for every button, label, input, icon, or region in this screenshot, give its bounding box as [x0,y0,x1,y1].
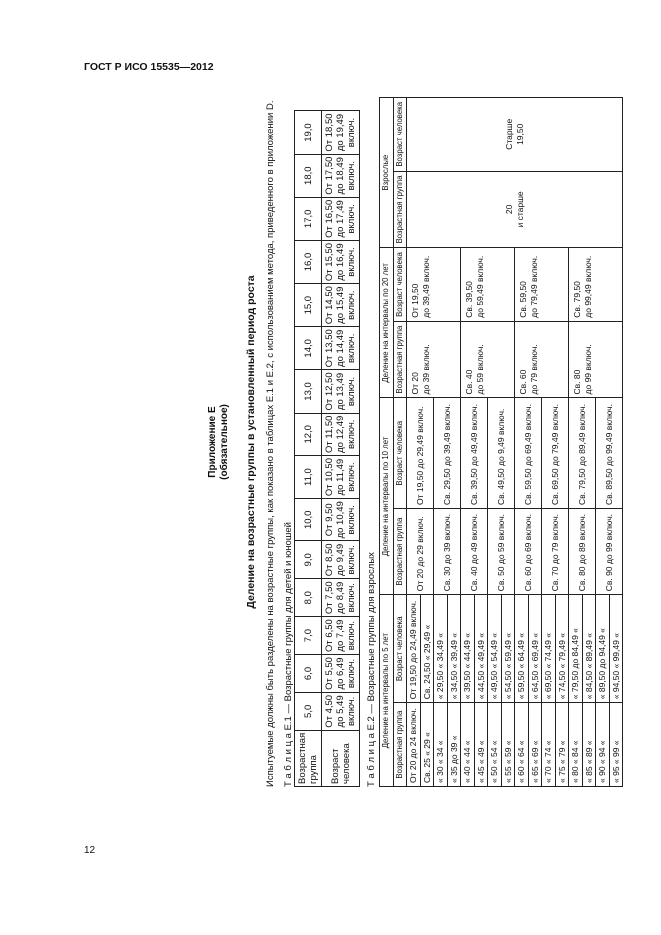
age-10yr-cell: Св. 29,50 до 39,49 включ. [434,398,461,509]
age-group-cell: 19,0 [295,111,322,154]
group-5yr-cell: « 30 « 34 « [434,703,448,787]
age-range-line: От 8,50 [324,543,335,577]
age-range-line: до 9,49 [335,543,346,576]
age-range-line: От 11,50 [324,415,335,453]
age-10yr-cell: Св. 79,50 до 89,49 включ. [569,398,596,509]
age-20yr-line: до 99,49 включ. [582,255,593,318]
age-range-line: От 18,50 [324,113,335,152]
adults-age-cell [407,98,623,172]
age-range-line: до 15,49 [335,286,346,324]
group-5yr-cell: « 85 « 89 « [582,703,596,787]
group-20yr-cell [515,321,569,398]
group-5yr-cell: « 40 « 44 « [461,703,475,787]
group-5yr-cell: « 60 « 64 « [515,703,529,787]
standard-code: ГОСТ Р ИСО 15535—2012 [84,61,214,73]
age-range-cell [322,370,360,413]
header-age: Возраст человека [393,98,407,172]
age-range-cell [322,499,360,541]
age-range-line: От 5,50 [324,657,335,690]
age-20yr-cell [461,248,515,321]
row-label: Возрастная группа [295,730,322,786]
age-range-cell [322,154,360,197]
age-range-cell [322,284,360,327]
header-div5: Деление на интервалы по 5 лет [380,595,394,787]
age-range-line: до 11,49 [335,458,346,496]
group-20yr-line: до 79 включ. [528,344,539,395]
group-5yr-cell: « 45 « 49 « [474,703,488,787]
header-div20: Деление на интервалы по 20 лет [380,248,394,398]
age-group-cell: 16,0 [295,240,322,283]
group-5yr-cell: От 20 до 24 включ. [407,703,421,787]
table2-caption: Т а б л и ц а Е.2 — Возрастные группы для взрослых [366,552,377,787]
age-20yr-line: Св. 39,50 [464,281,474,318]
age-range-line: включ. [346,290,357,320]
age-10yr-cell: Св. 89,50 до 99,49 включ. [596,398,623,509]
group-10yr-cell: Св. 80 до 89 включ. [569,508,596,594]
age-5yr-cell: « 79,50 до 84,49 « [569,595,583,703]
age-range-line: От 7,50 [324,581,335,615]
age-range-cell [322,413,360,455]
age-range-cell [322,327,360,370]
table1-groups-row [295,111,322,787]
age-range-line: От 15,50 [324,242,335,282]
age-range-line: до 6,49 [335,657,346,690]
age-range-cell [322,456,360,499]
age-range-line: включ. [346,620,357,651]
group-20yr-line: Св. 80 [572,369,582,395]
group-5yr-cell: « 95 « 99 « [609,703,623,787]
age-20yr-cell [569,248,623,321]
group-20yr-line: до 39 включ. [420,344,431,395]
age-group-cell: 17,0 [295,197,322,240]
age-5yr-cell: « 69,50 « 74,49 « [542,595,556,703]
age-range-line: От 14,50 [324,286,335,325]
age-range-cell [322,240,360,283]
age-range-line: до 18,49 [335,157,346,195]
age-5yr-cell: « 39,50 « 44,49 « [461,595,475,703]
group-5yr-cell: « 50 « 54 « [488,703,502,787]
age-range-line: включ. [346,247,357,277]
age-range-line: включ. [346,658,357,689]
age-range-line: до 14,49 [335,329,346,367]
age-range-line: до 16,49 [335,243,346,281]
age-10yr-cell: Св. 49,50 до 9,49 включ. [488,398,515,509]
age-5yr-cell: « 34,50 « 39,49 « [447,595,461,703]
age-range-line: включ. [346,696,357,727]
age-5yr-cell: « 29,50 « 34,49 « [434,595,448,703]
age-20yr-cell [515,248,569,321]
age-range-line: включ. [346,204,357,234]
age-range-line: до 10,49 [335,501,346,539]
age-range-line: включ. [346,117,357,148]
adults-age-line: 19,50 [514,123,525,145]
table-row [407,98,421,787]
table2 [379,97,623,787]
age-10yr-cell: Св. 69,50 до 79,49 включ. [542,398,569,509]
age-group-cell: 18,0 [295,154,322,197]
age-range-line: От 6,50 [324,619,335,653]
age-range-cell [322,692,360,730]
age-range-line: От 9,50 [324,503,335,537]
age-10yr-cell: Св. 59,50 до 69,49 включ. [515,398,542,509]
age-group-cell: 6,0 [295,655,322,693]
age-20yr-line: От 19,50 [410,283,420,318]
age-5yr-cell: « 49,50 « 54,49 « [488,595,502,703]
group-20yr-cell [461,321,515,398]
header-age: Возраст человека [393,248,407,321]
age-range-line: включ. [346,376,357,407]
header-group: Возрастная группа [393,321,407,398]
age-group-cell: 5,0 [295,692,322,730]
age-range-line: до 19,49 [335,113,346,152]
group-20yr-line: до 99 включ. [582,344,593,395]
age-group-cell: 8,0 [295,579,322,617]
group-5yr-cell: « 55 « 59 « [501,703,515,787]
age-range-line: до 8,49 [335,581,346,614]
age-20yr-line: до 79,49 включ. [528,255,539,318]
table1-caption: Т а б л и ц а Е.1 — Возрастные группы для детей и юношей [283,522,294,787]
group-20yr-cell [407,321,461,398]
age-group-cell: 10,0 [295,499,322,541]
group-10yr-cell: Св. 40 до 49 включ. [461,508,488,594]
age-group-cell: 11,0 [295,456,322,499]
annex-label: Приложение Е [207,406,218,478]
age-20yr-line: Св. 59,50 [518,281,528,318]
annex-status: (обязательное) [219,404,230,480]
group-5yr-cell: « 35 до 39 « [447,703,461,787]
rotated-page-content [207,97,621,787]
age-range-line: включ. [346,505,357,535]
age-5yr-cell: « 89,50 до 94,49 « [596,595,610,703]
age-group-cell: 14,0 [295,327,322,370]
group-10yr-cell: От 20 до 29 включ. [407,508,434,594]
age-range-line: включ. [346,583,357,613]
age-5yr-cell: « 84,50 « 89,49 « [582,595,596,703]
age-range-cell [322,655,360,693]
age-5yr-cell: « 94,50 « 99,49 « [609,595,623,703]
header-age: Возраст человека [393,595,407,703]
annex-title: Деление на возрастные группы в установленный период роста [245,275,257,609]
header-age: Возраст человека [393,398,407,509]
age-range-cell [322,617,360,655]
group-20yr-line: до 59 включ. [474,344,485,395]
age-10yr-cell: От 19,50 до 29,49 включ. [407,398,434,509]
age-range-line: включ. [346,545,357,575]
age-range-line: От 17,50 [324,156,335,195]
age-group-cell: 7,0 [295,617,322,655]
adults-group-cell [407,171,623,248]
header-group: Возрастная группа [393,171,407,248]
group-20yr-line: От 20 [410,372,420,395]
age-range-line: включ. [346,462,357,492]
age-group-cell: 9,0 [295,541,322,579]
group-5yr-cell: « 90 « 94 « [596,703,610,787]
age-group-cell: 15,0 [295,284,322,327]
age-20yr-line: Св. 79,50 [572,281,582,318]
age-5yr-cell: От 19,50 до 24,49 включ. [407,595,421,703]
age-range-line: до 13,49 [335,372,346,411]
age-5yr-cell: « 74,50 « 79,49 « [555,595,569,703]
age-20yr-line: до 59,49 включ. [474,255,485,318]
age-range-cell [322,111,360,154]
age-5yr-cell: « 59,50 « 64,49 « [515,595,529,703]
age-5yr-cell: « 64,50 « 69,49 « [528,595,542,703]
group-5yr-cell: « 70 « 74 « [542,703,556,787]
annex-intro: Испытуемые должны быть разделены на возрастные группы, как показано в таблицах Е.1 и Е.2, с использованием метода, приведенного в приложении D. [265,100,276,787]
table2-body [407,98,623,787]
adults-age-line: Старше [504,118,514,150]
age-range-line: до 7,49 [335,619,346,652]
header-group: Возрастная группа [393,703,407,787]
age-range-line: От 12,50 [324,372,335,411]
age-range-cell [322,541,360,579]
page-number: 12 [84,845,96,856]
group-10yr-cell: Св. 30 до 39 включ. [434,508,461,594]
group-10yr-cell: Св. 70 до 79 включ. [542,508,569,594]
age-20yr-line: до 39,49 включ. [420,255,431,318]
age-range-line: до 12,49 [335,415,346,453]
age-5yr-cell: « 54,50 « 59,49 « [501,595,515,703]
group-10yr-cell: Св. 90 до 99 включ. [596,508,623,594]
group-5yr-cell: « 65 « 69 « [528,703,542,787]
group-5yr-cell: Св. 25 « 29 « [420,703,434,787]
age-5yr-cell: « 44,50 « 49,49 « [474,595,488,703]
table1 [294,110,360,787]
age-range-cell [322,197,360,240]
group-20yr-line: Св. 60 [518,369,528,395]
age-range-line: включ. [346,419,357,449]
age-group-cell: 12,0 [295,413,322,455]
adults-group-line: 20 [504,204,514,215]
age-range-line: до 17,49 [335,200,346,238]
header-adults: Взрослые [380,98,394,248]
age-10yr-cell: Св. 39,50 до 49,49 включ. [461,398,488,509]
age-range-line: включ. [346,161,357,191]
group-10yr-cell: Св. 50 до 59 включ. [488,508,515,594]
age-range-line: От 16,50 [324,199,335,238]
adults-group-line: и старше [514,191,525,228]
group-5yr-cell: « 80 « 84 « [569,703,583,787]
group-20yr-cell [569,321,623,398]
age-range-cell [322,579,360,617]
age-range-line: От 4,50 [324,694,335,728]
age-range-line: От 13,50 [324,329,335,368]
age-5yr-cell: Св. 24,50 « 29,49 « [420,595,434,703]
age-range-line: От 10,50 [324,458,335,497]
age-range-line: включ. [346,333,357,363]
table1-ages-row [322,111,360,787]
group-5yr-cell: « 75 « 79 « [555,703,569,787]
age-range-line: до 5,49 [335,695,346,728]
age-20yr-cell [407,248,461,321]
age-group-cell: 13,0 [295,370,322,413]
group-20yr-line: Св. 40 [464,369,474,395]
group-10yr-cell: Св. 60 до 69 включ. [515,508,542,594]
header-div10: Деление на интервалы по 10 лет [380,398,394,595]
row-label: Возраст человека [322,730,360,786]
header-group: Возрастная группа [393,508,407,594]
